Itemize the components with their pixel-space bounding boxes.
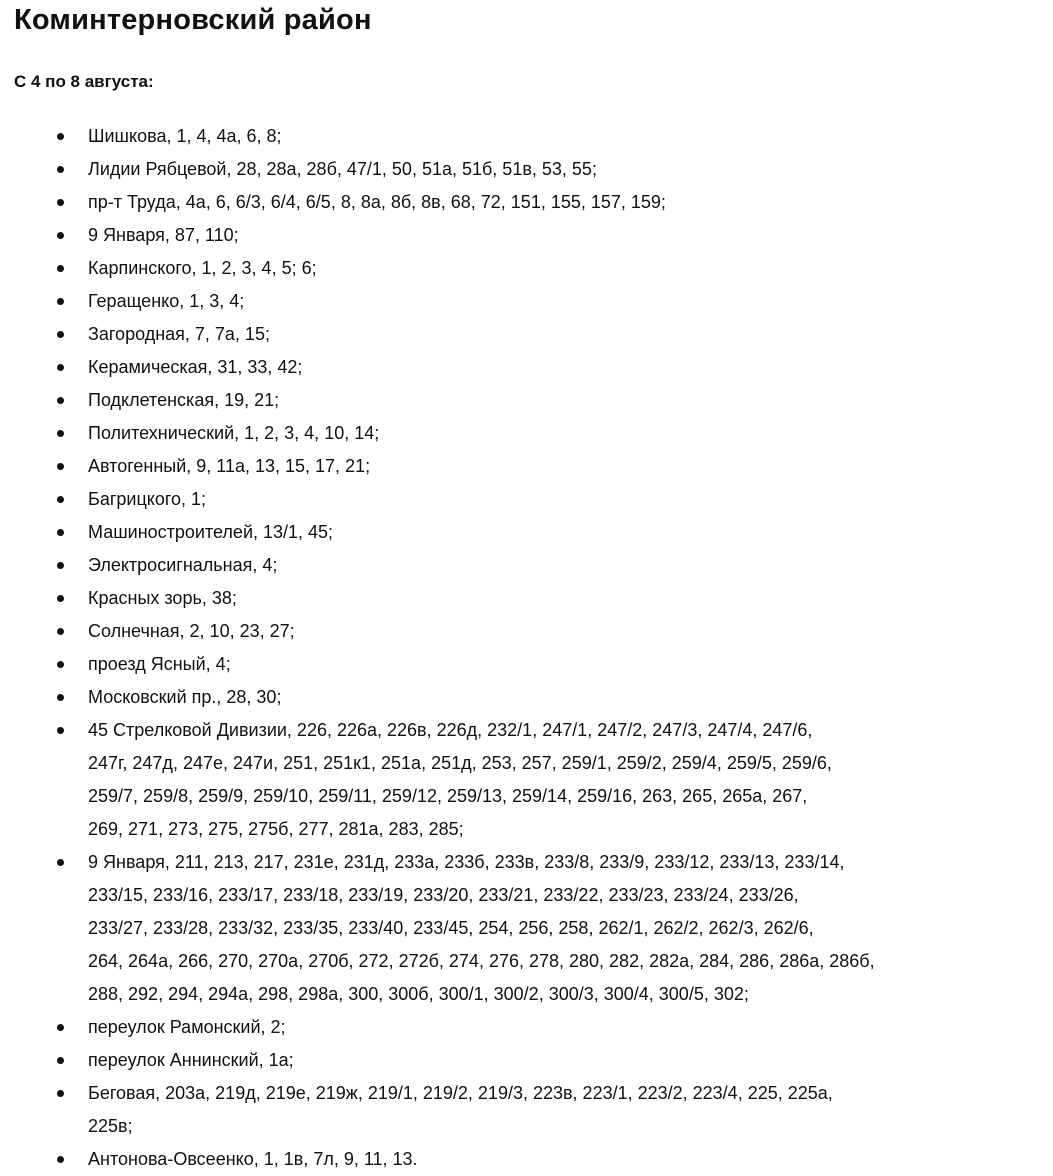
bullet-icon <box>57 364 64 371</box>
bullet-icon <box>57 1156 64 1163</box>
list-item <box>0 516 1053 549</box>
list-item <box>0 483 1053 516</box>
bullet-icon <box>57 496 64 503</box>
bullet-icon <box>57 1024 64 1031</box>
bullet-icon <box>57 595 64 602</box>
list-item <box>0 219 1053 252</box>
bullet-icon <box>57 529 64 536</box>
list-item <box>0 1044 1053 1077</box>
list-item-text: Красных зорь, 38; <box>88 588 237 608</box>
list-item-text: проезд Ясный, 4; <box>88 654 231 674</box>
list-item-text: 45 Стрелковой Дивизии, 226, 226а, 226в, 226д, 232/1, 247/1, 247/2, 247/3, 247/4, 247/6, <box>88 720 813 740</box>
list-item <box>0 714 1053 846</box>
bullet-icon <box>57 1090 64 1097</box>
list-item-text: 233/15, 233/16, 233/17, 233/18, 233/19, 233/20, 233/21, 233/22, 233/23, 233/24, 233/26, <box>88 885 799 905</box>
bullet-icon <box>57 727 64 734</box>
list-item-text: пр-т Труда, 4а, 6, 6/3, 6/4, 6/5, 8, 8а, 8б, 8в, 68, 72, 151, 155, 157, 159; <box>88 192 666 212</box>
list-item <box>0 450 1053 483</box>
address-list <box>0 120 1053 1176</box>
list-item-text: Московский пр., 28, 30; <box>88 687 282 707</box>
list-item-text: Загородная, 7, 7а, 15; <box>88 324 270 344</box>
list-item-text: 9 Января, 87, 110; <box>88 225 239 245</box>
list-item <box>0 1143 1053 1176</box>
list-item <box>0 318 1053 351</box>
bullet-icon <box>57 562 64 569</box>
list-item <box>0 615 1053 648</box>
list-item-text: 288, 292, 294, 294а, 298, 298а, 300, 300б, 300/1, 300/2, 300/3, 300/4, 300/5, 302; <box>88 984 749 1004</box>
list-item-text: 247г, 247д, 247е, 247и, 251, 251к1, 251а, 251д, 253, 257, 259/1, 259/2, 259/4, 259/5, 259/6, <box>88 753 832 773</box>
list-item <box>0 846 1053 1011</box>
bullet-icon <box>57 1057 64 1064</box>
list-item <box>0 384 1053 417</box>
list-item-text: Карпинского, 1, 2, 3, 4, 5; 6; <box>88 258 317 278</box>
list-item <box>0 252 1053 285</box>
bullet-icon <box>57 232 64 239</box>
list-item <box>0 153 1053 186</box>
list-item <box>0 1011 1053 1044</box>
list-item-text: Политехнический, 1, 2, 3, 4, 10, 14; <box>88 423 380 443</box>
bullet-icon <box>57 694 64 701</box>
list-item-text: Солнечная, 2, 10, 23, 27; <box>88 621 295 641</box>
list-item <box>0 285 1053 318</box>
list-item <box>0 648 1053 681</box>
list-item-text: Геращенко, 1, 3, 4; <box>88 291 245 311</box>
bullet-icon <box>57 859 64 866</box>
list-item-text: Электросигнальная, 4; <box>88 555 278 575</box>
bullet-icon <box>57 628 64 635</box>
date-range-heading: С 4 по 8 августа: <box>14 72 154 91</box>
list-item-text: 9 Января, 211, 213, 217, 231е, 231д, 233а, 233б, 233в, 233/8, 233/9, 233/12, 233/13, 233/14, <box>88 852 845 872</box>
bullet-icon <box>57 430 64 437</box>
page-title: Коминтерновский район <box>14 4 372 36</box>
list-item-text: Антонова-Овсеенко, 1, 1в, 7л, 9, 11, 13. <box>88 1149 418 1169</box>
list-item-text: Лидии Рябцевой, 28, 28а, 28б, 47/1, 50, 51а, 51б, 51в, 53, 55; <box>88 159 597 179</box>
list-item-text: переулок Аннинский, 1а; <box>88 1050 294 1070</box>
list-item <box>0 120 1053 153</box>
bullet-icon <box>57 661 64 668</box>
list-item-text: Багрицкого, 1; <box>88 489 207 509</box>
list-item-text: переулок Рамонский, 2; <box>88 1017 286 1037</box>
list-item-text: Шишкова, 1, 4, 4а, 6, 8; <box>88 126 282 146</box>
list-item-text: 259/7, 259/8, 259/9, 259/10, 259/11, 259/12, 259/13, 259/14, 259/16, 263, 265, 265а, 267, <box>88 786 808 806</box>
bullet-icon <box>57 265 64 272</box>
list-item-text: Беговая, 203а, 219д, 219е, 219ж, 219/1, 219/2, 219/3, 223в, 223/1, 223/2, 223/4, 225, 225а, <box>88 1083 833 1103</box>
list-item-text: Керамическая, 31, 33, 42; <box>88 357 303 377</box>
list-item <box>0 1077 1053 1143</box>
bullet-icon <box>57 397 64 404</box>
list-item-text: Подклетенская, 19, 21; <box>88 390 280 410</box>
bullet-icon <box>57 133 64 140</box>
list-item-text: 225в; <box>88 1116 133 1136</box>
list-item <box>0 582 1053 615</box>
bullet-icon <box>57 199 64 206</box>
list-item-text: 269, 271, 273, 275, 275б, 277, 281а, 283, 285; <box>88 819 464 839</box>
list-item-text: Машиностроителей, 13/1, 45; <box>88 522 334 542</box>
list-item <box>0 681 1053 714</box>
bullet-icon <box>57 166 64 173</box>
bullet-icon <box>57 331 64 338</box>
list-item <box>0 351 1053 384</box>
bullet-icon <box>57 298 64 305</box>
list-item <box>0 417 1053 450</box>
list-item-text: Автогенный, 9, 11а, 13, 15, 17, 21; <box>88 456 371 476</box>
list-item <box>0 549 1053 582</box>
bullet-icon <box>57 463 64 470</box>
list-item-text: 264, 264а, 266, 270, 270а, 270б, 272, 272б, 274, 276, 278, 280, 282, 282а, 284, 286, 286а, 286б, <box>88 951 875 971</box>
list-item-text: 233/27, 233/28, 233/32, 233/35, 233/40, 233/45, 254, 256, 258, 262/1, 262/2, 262/3, 262/6, <box>88 918 814 938</box>
list-item <box>0 186 1053 219</box>
